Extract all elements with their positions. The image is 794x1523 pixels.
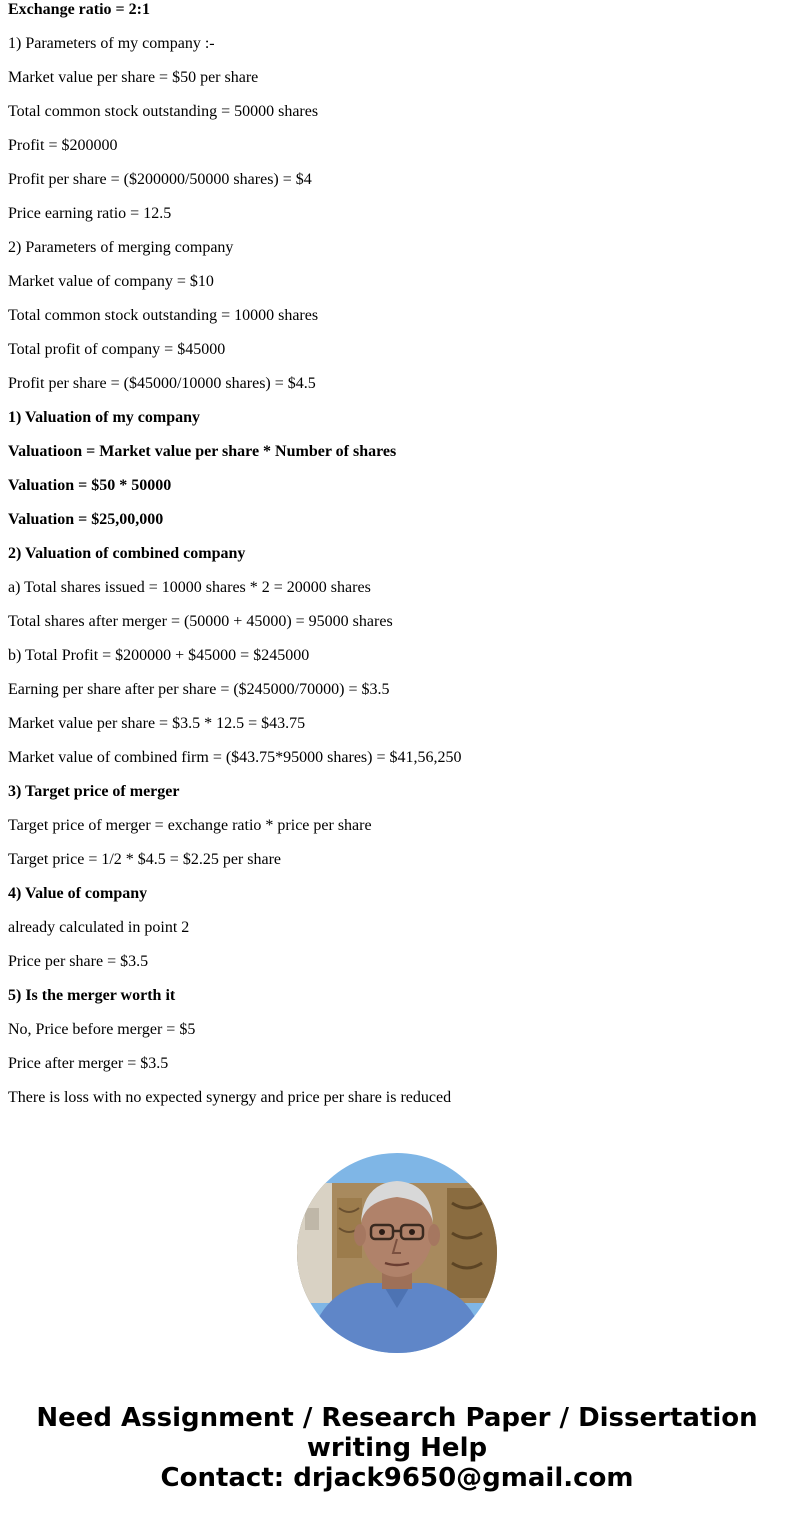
solution-text — [8, 0, 788, 1122]
promo-line-2: writing Help — [306, 1433, 488, 1463]
solution-line: Market value of company = $10 — [8, 273, 214, 290]
solution-heading: 5) Is the merger worth it — [8, 987, 176, 1004]
solution-line: Total common stock outstanding = 50000 shares — [8, 103, 319, 120]
solution-heading: Valuation = $50 * 50000 — [8, 477, 172, 494]
solution-line: Target price of merger = exchange ratio * price per share — [8, 817, 372, 834]
solution-line: Price after merger = $3.5 — [8, 1055, 169, 1072]
promo-banner — [0, 1403, 794, 1493]
solution-line: Target price = 1/2 * $4.5 = $2.25 per share — [8, 851, 281, 868]
solution-line: Price earning ratio = 12.5 — [8, 205, 172, 222]
author-avatar — [297, 1153, 497, 1353]
solution-line: Price per share = $3.5 — [8, 953, 149, 970]
solution-line: b) Total Profit = $200000 + $45000 = $245000 — [8, 647, 310, 664]
promo-contact: Contact: drjack9650@gmail.com — [160, 1463, 634, 1493]
solution-line: Profit = $200000 — [8, 137, 118, 154]
solution-line: Total common stock outstanding = 10000 shares — [8, 307, 319, 324]
solution-line: Profit per share = ($200000/50000 shares) = $4 — [8, 171, 312, 188]
solution-heading: 3) Target price of merger — [8, 783, 180, 800]
solution-line: There is loss with no expected synergy and price per share is reduced — [8, 1089, 452, 1106]
solution-line: 1) Parameters of my company :- — [8, 35, 215, 52]
solution-line: 2) Parameters of merging company — [8, 239, 234, 256]
solution-line: already calculated in point 2 — [8, 919, 190, 936]
solution-line: Total profit of company = $45000 — [8, 341, 226, 358]
solution-line: Earning per share after per share = ($245000/70000) = $3.5 — [8, 681, 390, 698]
person-portrait-icon — [297, 1153, 497, 1353]
solution-heading: 4) Value of company — [8, 885, 148, 902]
solution-line: Total shares after merger = (50000 + 45000) = 95000 shares — [8, 613, 393, 630]
solution-line: No, Price before merger = $5 — [8, 1021, 196, 1038]
solution-line: Market value per share = $3.5 * 12.5 = $43.75 — [8, 715, 306, 732]
solution-line: a) Total shares issued = 10000 shares * 2 = 20000 shares — [8, 579, 371, 596]
solution-heading: Exchange ratio = 2:1 — [8, 1, 150, 18]
solution-heading: 1) Valuation of my company — [8, 409, 201, 426]
solution-line: Market value of combined firm = ($43.75*95000 shares) = $41,56,250 — [8, 749, 462, 766]
solution-line: Market value per share = $50 per share — [8, 69, 259, 86]
promo-line-1: Need Assignment / Research Paper / Dissertation — [36, 1403, 758, 1433]
solution-heading: Valuatioon = Market value per share * Number of shares — [8, 443, 397, 460]
solution-heading: Valuation = $25,00,000 — [8, 511, 164, 528]
solution-line: Profit per share = ($45000/10000 shares) = $4.5 — [8, 375, 316, 392]
solution-heading: 2) Valuation of combined company — [8, 545, 246, 562]
